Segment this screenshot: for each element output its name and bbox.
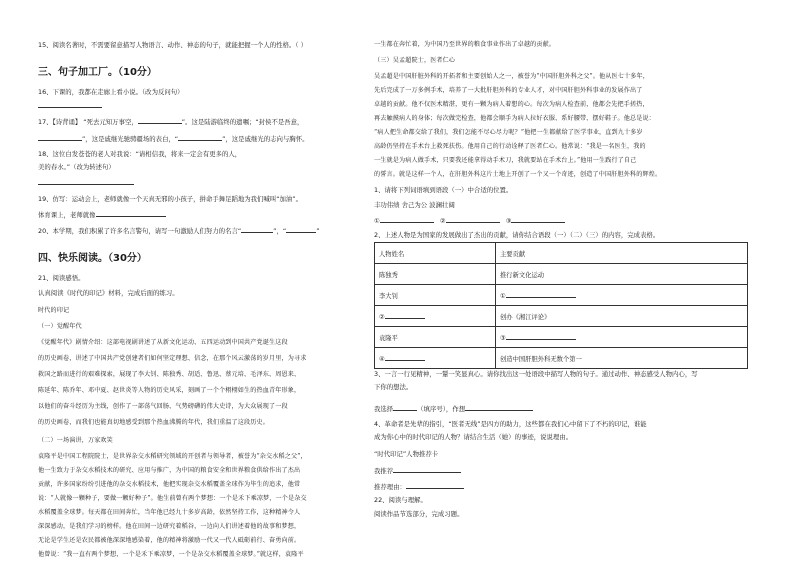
question-21-intro: 认真阅读《时代的印记》材料，完成后面的练习。 <box>38 289 179 297</box>
blank-20-2[interactable] <box>286 226 316 233</box>
table-header-cell: 主要贡献 <box>496 243 748 264</box>
word-blanks: ① ② ③ <box>374 216 565 225</box>
blank-19[interactable] <box>96 210 166 217</box>
section-4-title: 四、快乐阅读。（30分） <box>38 253 147 264</box>
question-16: 16、下课的，我都在走廊上看小说。（改为反问句） <box>38 88 184 96</box>
paragraph-3-line: “病人把生命都交给了我们，我们怎能不尽心尽力呢？”他把一生都献给了医学事业，直到九十多岁 <box>374 129 643 136</box>
blank-choice[interactable] <box>393 404 417 411</box>
table-cell: 李大钊 <box>375 285 496 306</box>
paragraph-2-line: 无论是学生还是农民都被他深深地感染着，他的精神将激励一代又一代人砥砺前行、奋勇向前。 <box>38 537 301 544</box>
question-22: 22、阅读与理解。 <box>374 496 427 504</box>
paragraph-3-line: 吴孟超是中国肝脏外科的开拓者和主要创始人之一，被誉为“中国肝胆外科之父”。他从医七十多年， <box>374 73 650 80</box>
recommend-name: 我推荐 <box>374 466 461 475</box>
question-21: 21、阅读感悟。 <box>38 274 85 282</box>
table-cell[interactable]: ④ <box>375 348 496 369</box>
reading-question-4-line-1: 4、革命者是先辈的指引，“医者无线”是四方的助力，这些都在我们心中留下了不朽的印记，谁能 <box>374 420 647 428</box>
paragraph-3-line: 先后完成了一万多例手术，培养了一大批肝胆外科的专业人才，对中国肝胆外科事业的发展作出了 <box>374 87 643 94</box>
paragraph-3-line: 一生就是为病人做手术，只要我还能拿得动手术刀，我就要站在手术台上。”他用一生践行了自己 <box>374 157 637 164</box>
article-subtitle-2: （二）一场演讲，万家欢笑 <box>38 437 113 444</box>
table-header-cell: 人物姓名 <box>375 243 496 264</box>
blank-word-3[interactable] <box>511 216 565 223</box>
section-3-title: 三、句子加工厂。（10分） <box>38 67 157 78</box>
paragraph-3-line: 的誓言。就是这样一个人，在肝胆外科这片土地上开创了一个又一个奇迹，创造了中国肝胆外科的辉煌。 <box>374 171 662 178</box>
reading-question-1: 1、请将下列词语填到语段（一）中合适的位置。 <box>374 186 513 194</box>
paragraph-2-line: 他曾说：“我一直有两个梦想，一个是禾下乘凉梦，一个是杂交水稻覆盖全球梦。”就这样，袁隆平 <box>38 551 304 558</box>
paragraph-1-line: 的历史画卷，而我们也能真切地感受到那个热血沸腾的年代，我们重温了这段历史。 <box>38 419 270 426</box>
table-cell: 陈独秀 <box>375 264 496 285</box>
question-18-line-2: 美的春水。”（改为转述句） <box>38 163 115 171</box>
blank-17-3[interactable] <box>178 134 222 141</box>
table-cell[interactable]: ① <box>496 285 748 306</box>
paragraph-1-line: 《觉醒年代》剧情介绍：这部电视剧讲述了从新文化运动、五四运动到中国共产党诞生这段 <box>38 339 288 346</box>
table-row <box>375 306 748 327</box>
answer-line-18[interactable] <box>38 178 134 187</box>
blank-word-1[interactable] <box>380 216 434 223</box>
question-19-line-1: 19、仿写：运动会上，老师就像一个天真无邪的小孩子，拼命手舞足蹈地为我们喊叫“加油”。 <box>38 195 302 203</box>
paragraph-2-line: 水稻覆盖全球梦。每天都在田间奔忙，当年他已经九十多岁高龄，依然坚持工作，这种精神令人 <box>38 509 301 516</box>
question-17-line-2: ”，这是戚继光驰骋疆场的表白，“ ”，这是戚继光的志向与胸怀。 <box>38 134 308 143</box>
blank-thought[interactable] <box>465 404 533 411</box>
blank-recommend-name[interactable] <box>393 466 461 473</box>
reading-question-3-line-2: 下你的想法。 <box>374 383 413 391</box>
question-17-line-1: 17、【诗背诵】 “死去元知万事空， ”。这是陆游临终的遗嘱；“封侯不是吾意， <box>38 118 304 126</box>
table-row <box>375 327 748 348</box>
table-cell[interactable]: ③ <box>496 327 748 348</box>
paragraph-3-line: 卓越的贡献。他不仅医术精湛，更有一颗为病人着想的心。每次为病人检查前，他都会先把手搓热， <box>374 101 649 108</box>
paragraph-2-line: 他一生致力于杂交水稻技术的研究、应用与推广，为中国的粮食安全和世界粮食供给作出了杰出 <box>38 467 301 474</box>
blank-recommend-reason[interactable] <box>406 482 464 489</box>
paragraph-2-line: 深深感动，是我们学习的榜样。他在田间一边研究着稻谷，一边向人们讲述着他的故事和梦想， <box>38 523 301 530</box>
paragraph-2-line: 说：“人就像一颗种子，要做一颗好种子”。他生前曾有两个梦想：一个是禾下乘凉梦，一个是杂交 <box>38 495 307 502</box>
paragraph-2-continued: 一生都在奔忙着，为中国乃至世界的粮食事业作出了卓越的贡献。 <box>374 41 556 48</box>
paragraph-3-line: 高龄仍坚持在手术台上救死扶伤。他用自己的行动诠释了医者仁心。他常说：“我是一名医生，我的 <box>374 143 646 150</box>
blank-17-2[interactable] <box>38 134 82 141</box>
paragraph-1-line: 以他们的奋斗经历为主线，创作了一部荡气回肠、气势磅礴的伟大史诗，为大众展现了一段 <box>38 403 288 410</box>
article-title: 时代的印记 <box>38 307 70 314</box>
table-header-row <box>375 243 748 264</box>
paragraph-2-line: 袁隆平是中国工程院院士，是世界杂交水稻研究领域的开创者与领导者，被誉为“杂交水稻之父”， <box>38 453 307 460</box>
paragraph-1-line: 救国之路而进行的艰难探索，展现了李大钊、陈独秀、胡适、鲁迅、蔡元培、毛泽东、周恩来、 <box>38 371 301 378</box>
reading-question-3-line-1: 3、一言一行见精神，一颦一笑显真心。请你找出这一处语段中描写人物的句子。通过动作、神态感受人物内心，写 <box>374 370 698 378</box>
table-row <box>375 348 748 369</box>
recommend-card-title: “时代印记”人物推荐卡 <box>374 450 439 458</box>
question-22-intro: 阅读作品节选部分，完成习题。 <box>374 510 464 518</box>
question-19-line-2: 体育课上，老师就像 <box>38 210 166 219</box>
blank-17-1[interactable] <box>138 117 182 124</box>
paragraph-3-line: 再去触摸病人的身体；每次做完检查，他都会顺手为病人拉好衣服、系好腰带、摆好鞋子。他总是说： <box>374 115 655 122</box>
reading-question-2: 2、上述人物是为国家的发展做出了杰出的贡献，请你结合语段（一）（二）（三）的内容，完成表格。 <box>374 231 660 239</box>
paragraph-1-line: 的历史画卷，讲述了中国共产党创建者们如何坚定理想、信念，在那个风云激荡的岁月里，为寻求 <box>38 355 307 362</box>
recommend-reason: 推荐理由： <box>374 482 464 491</box>
table-row <box>375 264 748 285</box>
question-20: 20、本学期，我们积累了许多名言警句，请写一句激励人们努力的名言“ ”，“ ” <box>38 227 320 235</box>
question-15: 15、阅读名著时，不需要留意描写人物语言、动作、神态的句子，就能把握一个人的性格。（ ） <box>38 41 307 49</box>
reading-question-3-answer: 我选择 （填序号），作想 <box>374 404 533 413</box>
paragraph-2-line: 贡献，许多国家纷纷引进他的杂交水稻技术，他把实现杂交水稻覆盖全球作为毕生的追求，他常 <box>38 481 301 488</box>
contribution-table <box>374 242 748 369</box>
blank-word-2[interactable] <box>446 216 500 223</box>
word-bank: 丰功伟绩 舍己为公 波澜壮阔 <box>374 201 455 209</box>
blank-20-1[interactable] <box>241 226 273 233</box>
table-cell: 创造中国肝胆外科无数个第一 <box>496 348 748 369</box>
table-cell: 推行新文化运动 <box>496 264 748 285</box>
answer-line-16[interactable] <box>38 101 102 110</box>
table-cell: 袁隆平 <box>375 327 496 348</box>
table-cell: 创办《湘江评论》 <box>496 306 748 327</box>
article-subtitle-3: （三）吴孟超院士，医者仁心 <box>374 57 456 64</box>
question-18-line-1: 18、这位白发苍苍的老人对我说：“请相信我，将来一定会有更多的人， <box>38 150 242 158</box>
article-subtitle-1: （一）觉醒年代 <box>38 323 82 330</box>
table-cell[interactable]: ② <box>375 306 496 327</box>
reading-question-4-line-2: 成为你心中的时代印记的人物？请结合生活（她）的事迹，说说理由。 <box>374 433 573 441</box>
paragraph-1-line: 陈延年、陈乔年、邓中夏、赵世炎等人物的历史风采，刻画了一个个栩栩如生的热血青年形象， <box>38 387 301 394</box>
table-row <box>375 285 748 306</box>
